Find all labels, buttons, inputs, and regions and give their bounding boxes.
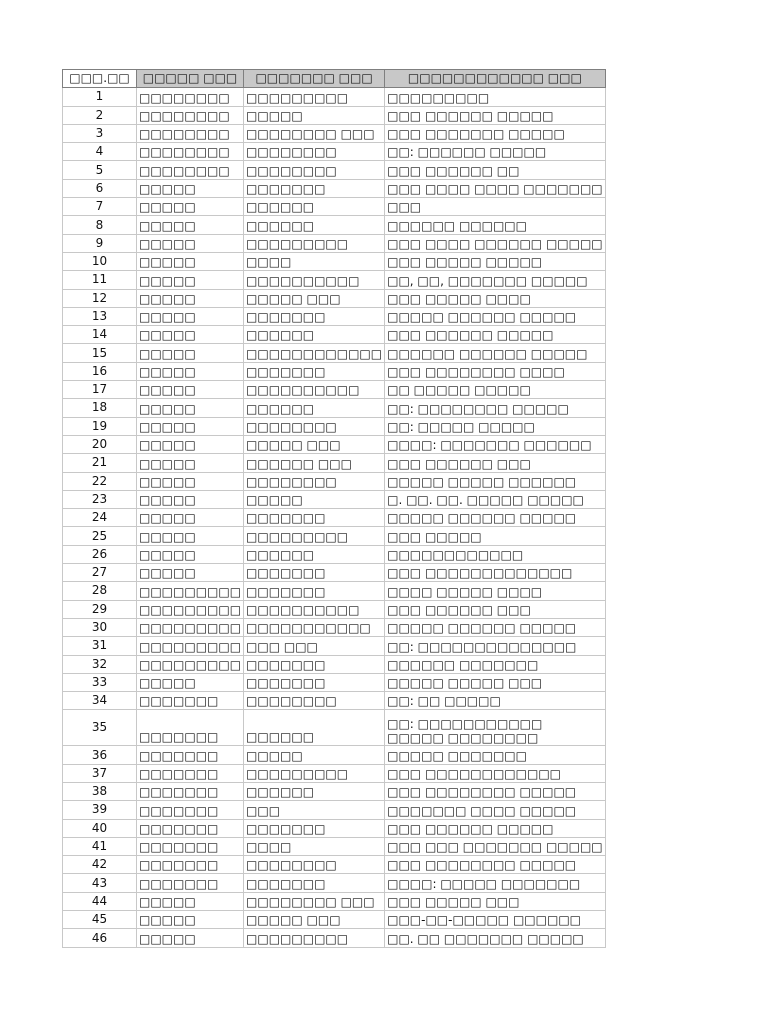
column-4-cell: □□: □□□□□□□□□□□□□□ bbox=[385, 637, 606, 655]
column-2-cell: □□□□□□□□□ bbox=[137, 582, 244, 600]
table-row bbox=[63, 472, 606, 490]
table-row bbox=[63, 216, 606, 234]
column-3-cell: □□□□□□ bbox=[244, 782, 385, 800]
column-4-cell: □□: □□□□□□ □□□□□ bbox=[385, 143, 606, 161]
column-3-cell: □□□□□□ bbox=[244, 710, 385, 746]
row-number: 7 bbox=[63, 198, 137, 216]
column-4-cell: □□, □□, □□□□□□□ □□□□□ bbox=[385, 271, 606, 289]
table-row bbox=[63, 764, 606, 782]
table-row bbox=[63, 454, 606, 472]
column-3-cell: □□□□□□ bbox=[244, 545, 385, 563]
column-4-cell: □□□□: □□□□□ □□□□□□□ bbox=[385, 874, 606, 892]
column-2-cell: □□□□□□□□□ bbox=[137, 600, 244, 618]
table-row bbox=[63, 509, 606, 527]
column-3-cell: □□□□□□□ bbox=[244, 655, 385, 673]
table-row bbox=[63, 326, 606, 344]
column-3-cell: □□□□□□□□□□ bbox=[244, 381, 385, 399]
column-2-cell: □□□□□ bbox=[137, 472, 244, 490]
column-3-cell: □□□□□□□□□□ bbox=[244, 271, 385, 289]
table-row bbox=[63, 801, 606, 819]
row-number: 17 bbox=[63, 381, 137, 399]
column-2-cell: □□□□□ bbox=[137, 381, 244, 399]
column-3-cell: □□□□□□□□ □□□ bbox=[244, 892, 385, 910]
row-number: 23 bbox=[63, 490, 137, 508]
column-3-cell: □□□□□□□□□ bbox=[244, 234, 385, 252]
column-3-cell: □□□□□□□ bbox=[244, 582, 385, 600]
row-number: 22 bbox=[63, 472, 137, 490]
column-3-cell: □□□□□□□□□ bbox=[244, 929, 385, 947]
table-row bbox=[63, 307, 606, 325]
column-3-cell: □□□□□□□ bbox=[244, 564, 385, 582]
column-3-cell: □□□□□□□ bbox=[244, 509, 385, 527]
table-row bbox=[63, 435, 606, 453]
column-2-cell: □□□□□ bbox=[137, 490, 244, 508]
table-row bbox=[63, 637, 606, 655]
row-number: 31 bbox=[63, 637, 137, 655]
column-3-cell: □□□□□□ bbox=[244, 326, 385, 344]
row-number: 42 bbox=[63, 856, 137, 874]
column-4-cell: □□□ □□□□□□ □□ bbox=[385, 161, 606, 179]
column-2-cell: □□□□□ bbox=[137, 198, 244, 216]
column-2-cell: □□□□□□□ bbox=[137, 764, 244, 782]
row-number: 29 bbox=[63, 600, 137, 618]
table-row bbox=[63, 234, 606, 252]
column-2-cell: □□□□□□□□ bbox=[137, 143, 244, 161]
column-2-cell: □□□□□□□□□ bbox=[137, 637, 244, 655]
column-2-cell: □□□□□□□ bbox=[137, 746, 244, 764]
column-3-cell: □□□□□□□□ bbox=[244, 143, 385, 161]
column-2-cell: □□□□□ bbox=[137, 179, 244, 197]
column-2-cell: □□□□□ bbox=[137, 564, 244, 582]
table-row bbox=[63, 819, 606, 837]
table-row bbox=[63, 618, 606, 636]
table-row bbox=[63, 271, 606, 289]
column-4-cell: □□□ □□□ □□□□□□□ □□□□□ bbox=[385, 837, 606, 855]
row-number: 19 bbox=[63, 417, 137, 435]
table-row bbox=[63, 362, 606, 380]
column-4-cell: □□□ bbox=[385, 198, 606, 216]
row-number: 15 bbox=[63, 344, 137, 362]
column-3-cell: □□□□□□□□ bbox=[244, 692, 385, 710]
table-row bbox=[63, 582, 606, 600]
row-number: 3 bbox=[63, 124, 137, 142]
header-column-4: □□□□□□□□□□□□ □□□ bbox=[385, 70, 606, 88]
column-4-cell: □□□□□ □□□□□□ □□□□□ bbox=[385, 509, 606, 527]
row-number: 25 bbox=[63, 527, 137, 545]
column-4-cell: □□□ □□□□□□ □□□□□ bbox=[385, 106, 606, 124]
column-2-cell: □□□□□ bbox=[137, 527, 244, 545]
column-3-cell: □□□□□ □□□ bbox=[244, 435, 385, 453]
table-row bbox=[63, 289, 606, 307]
column-2-cell: □□□□□ bbox=[137, 911, 244, 929]
row-number: 37 bbox=[63, 764, 137, 782]
column-3-cell: □□□□□□□□□ bbox=[244, 88, 385, 106]
column-3-cell: □□□□□□□□□ bbox=[244, 764, 385, 782]
table-row bbox=[63, 837, 606, 855]
column-4-cell: □□□□: □□□□□□□ □□□□□□ bbox=[385, 435, 606, 453]
table-row bbox=[63, 417, 606, 435]
column-3-cell: □□□□□ bbox=[244, 746, 385, 764]
table-row bbox=[63, 88, 606, 106]
table-row bbox=[63, 106, 606, 124]
column-3-cell: □□□□□ bbox=[244, 106, 385, 124]
row-number: 45 bbox=[63, 911, 137, 929]
table-row bbox=[63, 179, 606, 197]
column-4-cell: □□□ □□□□□□□□ □□□□ bbox=[385, 362, 606, 380]
column-4-cell: □□□ □□□□□ □□□□ bbox=[385, 289, 606, 307]
column-3-cell: □□□□□□□ bbox=[244, 362, 385, 380]
column-2-cell: □□□□□ bbox=[137, 362, 244, 380]
table-row bbox=[63, 344, 606, 362]
row-number: 10 bbox=[63, 252, 137, 270]
column-2-cell: □□□□□ bbox=[137, 892, 244, 910]
data-table bbox=[62, 69, 606, 948]
row-number: 16 bbox=[63, 362, 137, 380]
table-row bbox=[63, 874, 606, 892]
column-4-cell: □. □□. □□. □□□□□ □□□□□ bbox=[385, 490, 606, 508]
table-row bbox=[63, 545, 606, 563]
row-number: 8 bbox=[63, 216, 137, 234]
column-2-cell: □□□□□ bbox=[137, 435, 244, 453]
column-4-cell: □□□ □□□□□□ □□□ bbox=[385, 600, 606, 618]
table-row bbox=[63, 655, 606, 673]
column-4-cell: □□□□□ □□□□□ □□□□□□ bbox=[385, 472, 606, 490]
row-number: 34 bbox=[63, 692, 137, 710]
column-4-cell: □□□□□□□□□□□□ bbox=[385, 545, 606, 563]
column-3-cell: □□□ □□□ bbox=[244, 637, 385, 655]
column-3-cell: □□□□□□ bbox=[244, 216, 385, 234]
table-row bbox=[63, 692, 606, 710]
table-row bbox=[63, 673, 606, 691]
column-4-cell: □□□ □□□□□□□□ □□□□□ bbox=[385, 856, 606, 874]
table-row bbox=[63, 710, 606, 746]
row-number: 26 bbox=[63, 545, 137, 563]
table-row bbox=[63, 911, 606, 929]
column-4-cell: □□□ □□□□□ bbox=[385, 527, 606, 545]
column-4-cell: □□□ □□□□□□□□□□□□□ bbox=[385, 564, 606, 582]
row-number: 11 bbox=[63, 271, 137, 289]
column-2-cell: □□□□□□□□ bbox=[137, 88, 244, 106]
column-3-cell: □□□□□□ bbox=[244, 399, 385, 417]
column-4-cell: □□□□□□ □□□□□□□ bbox=[385, 655, 606, 673]
row-number: 4 bbox=[63, 143, 137, 161]
column-3-cell: □□□□□□□□ bbox=[244, 417, 385, 435]
column-4-cell: □□. □□ □□□□□□□ □□□□□ bbox=[385, 929, 606, 947]
row-number: 24 bbox=[63, 509, 137, 527]
column-3-cell: □□□□ bbox=[244, 837, 385, 855]
table-row bbox=[63, 381, 606, 399]
table-row bbox=[63, 527, 606, 545]
column-2-cell: □□□□□□□□ bbox=[137, 106, 244, 124]
column-2-cell: □□□□□□□ bbox=[137, 819, 244, 837]
row-number: 14 bbox=[63, 326, 137, 344]
column-4-cell: □□□□□ □□□□□□ □□□□□ bbox=[385, 618, 606, 636]
column-2-cell: □□□□□ bbox=[137, 673, 244, 691]
column-3-cell: □□□□□□□ bbox=[244, 179, 385, 197]
column-2-cell: □□□□□□□ bbox=[137, 801, 244, 819]
row-number: 38 bbox=[63, 782, 137, 800]
column-4-cell: □□□ □□□□ □□□□□□ □□□□□ bbox=[385, 234, 606, 252]
column-2-cell: □□□□□ bbox=[137, 271, 244, 289]
row-number: 18 bbox=[63, 399, 137, 417]
table-row bbox=[63, 143, 606, 161]
row-number: 12 bbox=[63, 289, 137, 307]
row-number: 46 bbox=[63, 929, 137, 947]
column-2-cell: □□□□□□□ bbox=[137, 837, 244, 855]
column-3-cell: □□□□□ bbox=[244, 490, 385, 508]
row-number: 33 bbox=[63, 673, 137, 691]
header-row bbox=[63, 70, 606, 88]
column-4-cell: □□: □□□□□□□□ □□□□□ bbox=[385, 399, 606, 417]
row-number: 1 bbox=[63, 88, 137, 106]
row-number: 9 bbox=[63, 234, 137, 252]
column-2-cell: □□□□□□□□ bbox=[137, 124, 244, 142]
column-3-cell: □□□□□ □□□ bbox=[244, 911, 385, 929]
column-2-cell: □□□□□ bbox=[137, 234, 244, 252]
column-3-cell: □□□□□□□ bbox=[244, 673, 385, 691]
column-2-cell: □□□□□ bbox=[137, 216, 244, 234]
column-4-cell: □□□ □□□□□□□ □□□□□ bbox=[385, 124, 606, 142]
column-4-cell: □□□ □□□□□□ □□□□□ bbox=[385, 819, 606, 837]
row-number: 35 bbox=[63, 710, 137, 746]
column-4-cell: □□□ □□□□□□□□ □□□□□ bbox=[385, 782, 606, 800]
row-number: 40 bbox=[63, 819, 137, 837]
column-3-cell: □□□□ bbox=[244, 252, 385, 270]
row-number: 2 bbox=[63, 106, 137, 124]
column-2-cell: □□□□□ bbox=[137, 509, 244, 527]
column-2-cell: □□□□□□□ bbox=[137, 856, 244, 874]
table-row bbox=[63, 252, 606, 270]
row-number: 21 bbox=[63, 454, 137, 472]
column-2-cell: □□□□□□□ bbox=[137, 692, 244, 710]
column-2-cell: □□□□□ bbox=[137, 545, 244, 563]
row-number: 32 bbox=[63, 655, 137, 673]
column-2-cell: □□□□□ bbox=[137, 454, 244, 472]
row-number: 13 bbox=[63, 307, 137, 325]
column-4-cell: □□□□□□ □□□□□□ bbox=[385, 216, 606, 234]
column-2-cell: □□□□□ bbox=[137, 344, 244, 362]
column-2-cell: □□□□□□□□□ bbox=[137, 618, 244, 636]
column-3-cell: □□□□□□□□□ bbox=[244, 527, 385, 545]
header-serial-no: □□□.□□ bbox=[63, 70, 137, 88]
column-3-cell: □□□□□□□ bbox=[244, 307, 385, 325]
column-4-cell: □□□ □□□□□ □□□□□ bbox=[385, 252, 606, 270]
column-3-cell: □□□ bbox=[244, 801, 385, 819]
table-row bbox=[63, 746, 606, 764]
column-2-cell: □□□□□ bbox=[137, 289, 244, 307]
column-4-cell: □□: □□□□□ □□□□□ bbox=[385, 417, 606, 435]
column-4-cell: □□□□□ □□□□□ □□□ bbox=[385, 673, 606, 691]
row-number: 5 bbox=[63, 161, 137, 179]
column-4-cell: □□□-□□-□□□□□ □□□□□□ bbox=[385, 911, 606, 929]
column-2-cell: □□□□□ bbox=[137, 399, 244, 417]
header-column-3: □□□□□□□ □□□ bbox=[244, 70, 385, 88]
column-3-cell: □□□□□□ □□□ bbox=[244, 454, 385, 472]
column-4-cell: □□: □□□□□□□□□□□ □□□□□ □□□□□□□□ bbox=[385, 710, 606, 746]
column-3-cell: □□□□□□□□□□□ bbox=[244, 618, 385, 636]
row-number: 39 bbox=[63, 801, 137, 819]
column-2-cell: □□□□□□□ bbox=[137, 782, 244, 800]
row-number: 20 bbox=[63, 435, 137, 453]
column-2-cell: □□□□□ bbox=[137, 252, 244, 270]
column-2-cell: □□□□□ bbox=[137, 326, 244, 344]
column-2-cell: □□□□□ bbox=[137, 307, 244, 325]
table-row bbox=[63, 600, 606, 618]
table-row bbox=[63, 856, 606, 874]
table-body bbox=[63, 88, 606, 947]
header-column-2: □□□□□ □□□ bbox=[137, 70, 244, 88]
column-4-cell: □□□□□ □□□□□□□ bbox=[385, 746, 606, 764]
column-2-cell: □□□□□□□□ bbox=[137, 161, 244, 179]
column-4-cell: □□□ □□□□□□ □□□□□ bbox=[385, 326, 606, 344]
table-row bbox=[63, 161, 606, 179]
column-4-cell: □□□□□□□ □□□□ □□□□□ bbox=[385, 801, 606, 819]
column-2-cell: □□□□□□□ bbox=[137, 710, 244, 746]
column-3-cell: □□□□□□□□ bbox=[244, 472, 385, 490]
column-2-cell: □□□□□□□ bbox=[137, 874, 244, 892]
table-row bbox=[63, 782, 606, 800]
column-3-cell: □□□□□□□□□□ bbox=[244, 600, 385, 618]
column-4-cell: □□ □□□□□ □□□□□ bbox=[385, 381, 606, 399]
table-row bbox=[63, 490, 606, 508]
table-row bbox=[63, 929, 606, 947]
row-number: 36 bbox=[63, 746, 137, 764]
column-4-cell: □□□□□□ □□□□□□ □□□□□ bbox=[385, 344, 606, 362]
table-row bbox=[63, 399, 606, 417]
row-number: 27 bbox=[63, 564, 137, 582]
row-number: 43 bbox=[63, 874, 137, 892]
column-3-cell: □□□□□□□ bbox=[244, 874, 385, 892]
row-number: 30 bbox=[63, 618, 137, 636]
table-row bbox=[63, 124, 606, 142]
column-4-cell: □□□□ □□□□□ □□□□ bbox=[385, 582, 606, 600]
column-4-cell: □□□ □□□□ □□□□ □□□□□□□ bbox=[385, 179, 606, 197]
row-number: 28 bbox=[63, 582, 137, 600]
column-3-cell: □□□□□□ bbox=[244, 198, 385, 216]
row-number: 44 bbox=[63, 892, 137, 910]
column-3-cell: □□□□□□□□ bbox=[244, 856, 385, 874]
column-2-cell: □□□□□ bbox=[137, 417, 244, 435]
column-4-cell: □□□□□□□□□ bbox=[385, 88, 606, 106]
row-number: 6 bbox=[63, 179, 137, 197]
column-3-cell: □□□□□ □□□ bbox=[244, 289, 385, 307]
column-4-cell: □□□ □□□□□□□□□□□□ bbox=[385, 764, 606, 782]
column-2-cell: □□□□□ bbox=[137, 929, 244, 947]
column-4-cell: □□□□□ □□□□□□ □□□□□ bbox=[385, 307, 606, 325]
column-4-cell: □□: □□ □□□□□ bbox=[385, 692, 606, 710]
row-number: 41 bbox=[63, 837, 137, 855]
table-row bbox=[63, 198, 606, 216]
column-3-cell: □□□□□□□□ □□□ bbox=[244, 124, 385, 142]
table-row bbox=[63, 564, 606, 582]
column-2-cell: □□□□□□□□□ bbox=[137, 655, 244, 673]
column-3-cell: □□□□□□□ bbox=[244, 819, 385, 837]
column-4-cell: □□□ □□□□□ □□□ bbox=[385, 892, 606, 910]
column-3-cell: □□□□□□□□ bbox=[244, 161, 385, 179]
column-4-cell: □□□ □□□□□□ □□□ bbox=[385, 454, 606, 472]
table-row bbox=[63, 892, 606, 910]
column-3-cell: □□□□□□□□□□□□ bbox=[244, 344, 385, 362]
